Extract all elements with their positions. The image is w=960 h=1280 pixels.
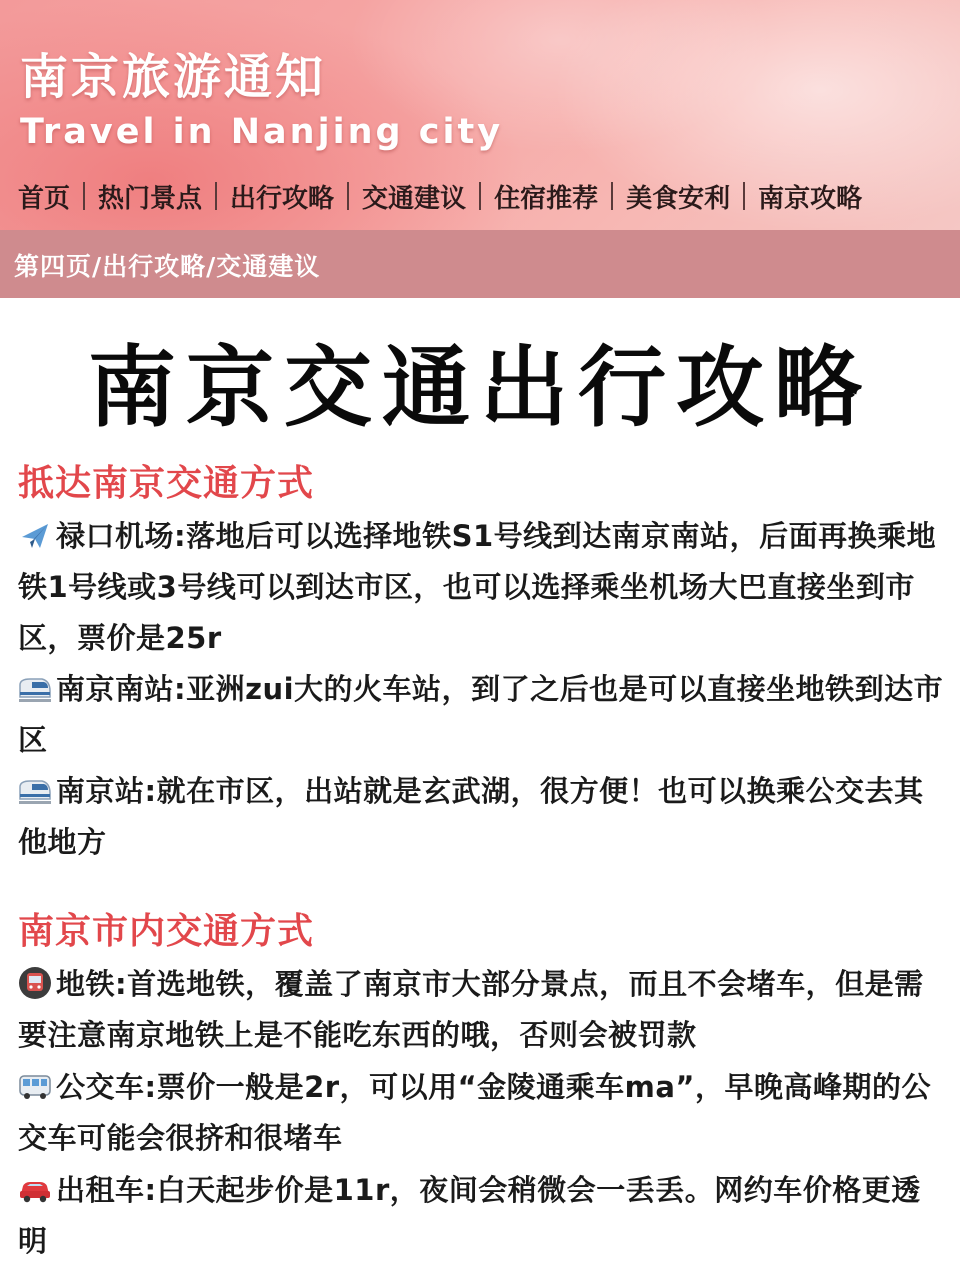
list-item-text: 南京站:就在市区，出站就是玄武湖，很方便！也可以换乘公交去其他地方 [18, 774, 924, 859]
nav-item-transport[interactable]: 交通建议 [362, 183, 467, 214]
nav-divider [479, 182, 481, 210]
list-item-text: 公交车:票价一般是2r，可以用“金陵通乘车ma”，早晚高峰期的公交车可能会很挤和很堵车 [18, 1070, 931, 1155]
nav-item-attractions[interactable]: 热门景点 [98, 183, 203, 214]
site-subtitle: Travel in Nanjing city [20, 112, 504, 152]
bullet-train-icon [18, 671, 52, 705]
section-heading-arrival: 抵达南京交通方式 [18, 463, 315, 504]
list-item [18, 664, 948, 766]
metro-icon [18, 966, 52, 1000]
nav-item-food[interactable]: 美食安利 [626, 183, 731, 214]
list-item [18, 1062, 948, 1164]
bullet-train-icon [18, 773, 52, 807]
list-item-text: 出租车:白天起步价是11r，夜间会稍微会一丢丢。网约车价格更透明 [18, 1173, 921, 1258]
car-icon [18, 1172, 52, 1206]
nav-item-nanjing-guide[interactable]: 南京攻略 [758, 183, 863, 214]
list-item [18, 766, 948, 868]
list-item [18, 511, 948, 664]
list-item-text: 南京南站:亚洲zui大的火车站，到了之后也是可以直接坐地铁到达市区 [18, 672, 944, 757]
nav-divider [83, 182, 85, 210]
header-banner [0, 0, 960, 230]
nav-item-home[interactable]: 首页 [18, 183, 71, 214]
top-nav [18, 178, 862, 214]
nav-item-lodging[interactable]: 住宿推荐 [494, 183, 599, 214]
list-item-text: 禄口机场:落地后可以选择地铁S1号线到达南京南站，后面再换乘地铁1号线或3号线可以到达市区，也可以选择乘坐机场大巴直接坐到市区，票价是25r [18, 519, 937, 655]
nav-item-travel-guide[interactable]: 出行攻略 [230, 183, 335, 214]
list-item [18, 959, 948, 1061]
list-item-text: 地铁:首选地铁，覆盖了南京市大部分景点，而且不会堵车，但是需要注意南京地铁上是不能吃东西的哦，否则会被罚款 [18, 967, 924, 1052]
airplane-icon [18, 518, 52, 552]
list-item [18, 1165, 948, 1267]
breadcrumb [0, 230, 960, 298]
nav-divider [347, 182, 349, 210]
site-title: 南京旅游通知 [20, 49, 327, 105]
bus-icon [18, 1069, 52, 1103]
breadcrumb-text: 第四页/出行攻略/交通建议 [14, 252, 321, 281]
nav-divider [611, 182, 613, 210]
nav-divider [215, 182, 217, 210]
nav-divider [743, 182, 745, 210]
section-heading-local: 南京市内交通方式 [18, 911, 315, 952]
page-title: 南京交通出行攻略 [87, 336, 872, 439]
